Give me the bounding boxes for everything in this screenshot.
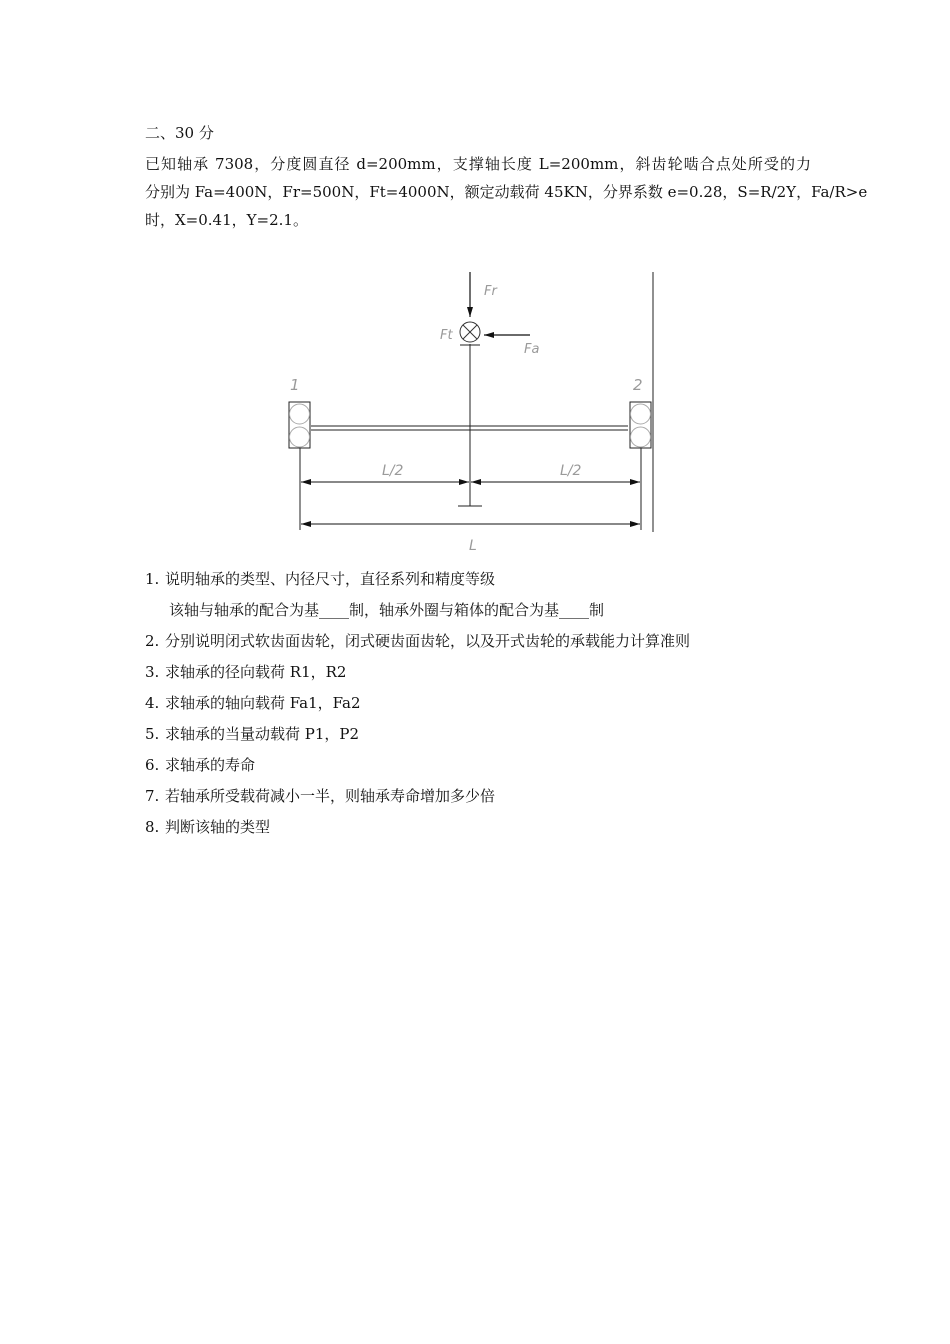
problem-statement bbox=[145, 150, 868, 234]
intro-line-1: 已知轴承 7308，分度圆直径 d=200mm，支撑轴长度 L=200mm，斜齿轮啮合点处所受的力 bbox=[145, 155, 811, 173]
question-2: 2. 分别说明闭式软齿面齿轮，闭式硬齿面齿轮，以及开式齿轮的承载能力计算准则 bbox=[145, 632, 691, 650]
label-dim-total: L bbox=[469, 538, 477, 554]
intro-line-2: 分别为 Fa=400N，Fr=500N，Ft=4000N，额定动载荷 45KN，分界系数 e=0.28，S=R/2Y，Fa/R>e bbox=[145, 183, 868, 201]
section-heading: 二、30 分 bbox=[145, 124, 214, 142]
question-1-sub: 该轴与轴承的配合为基____制，轴承外圈与箱体的配合为基____制 bbox=[169, 601, 605, 619]
question-8: 8. 判断该轴的类型 bbox=[145, 818, 271, 836]
question-5: 5. 求轴承的当量动载荷 P1，P2 bbox=[145, 725, 360, 743]
bearing-1 bbox=[289, 402, 310, 448]
label-bearing-2: 2 bbox=[633, 376, 643, 394]
intro-line-3: 时，X=0.41，Y=2.1。 bbox=[145, 211, 308, 229]
ft-into-page-icon bbox=[460, 322, 480, 342]
question-6: 6. 求轴承的寿命 bbox=[145, 756, 256, 774]
shaft-bearing-diagram bbox=[270, 262, 670, 557]
question-list bbox=[145, 568, 825, 847]
label-bearing-1: 1 bbox=[290, 376, 300, 394]
label-ft: Ft bbox=[440, 328, 453, 343]
question-1: 1. 说明轴承的类型、内径尺寸，直径系列和精度等级 bbox=[145, 570, 496, 588]
bearing-2 bbox=[630, 402, 651, 448]
label-fr: Fr bbox=[484, 284, 497, 299]
question-4: 4. 求轴承的轴向载荷 Fa1，Fa2 bbox=[145, 694, 361, 712]
label-fa: Fa bbox=[524, 342, 540, 357]
label-dim-left: L/2 bbox=[382, 463, 404, 479]
question-7: 7. 若轴承所受载荷减小一半，则轴承寿命增加多少倍 bbox=[145, 787, 496, 805]
label-dim-right: L/2 bbox=[560, 463, 582, 479]
question-3: 3. 求轴承的径向载荷 R1，R2 bbox=[145, 663, 347, 681]
